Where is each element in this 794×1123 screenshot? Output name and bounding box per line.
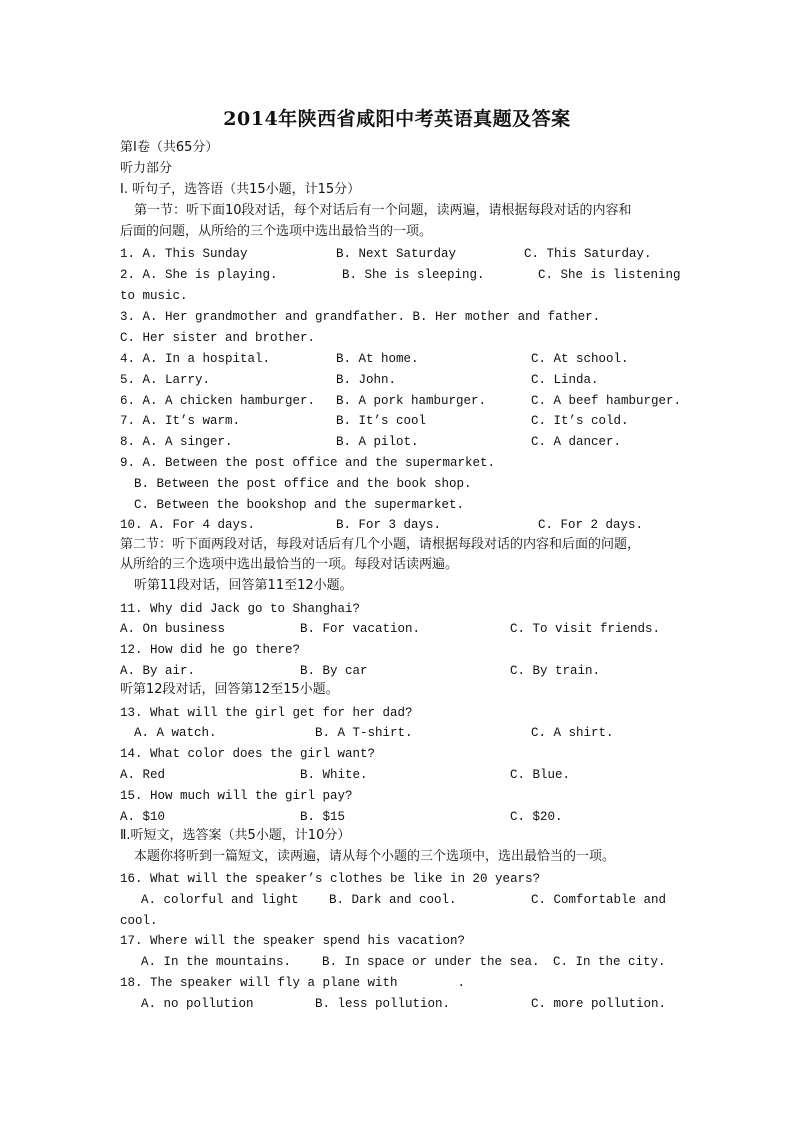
section1-intro-line2: 后面的问题，从所给的三个选项中选出最恰当的一项。: [120, 224, 433, 239]
section2-intro-line2: 从所给的三个选项中选出最恰当的一项。每段对话读两遍。: [120, 557, 459, 572]
q8-option-c: C. A dancer.: [531, 435, 622, 449]
q14-option-b: B. White.: [300, 768, 368, 782]
q10-option-c: C. For 2 days.: [538, 518, 644, 532]
q7-option-a: 7. A. It’s warm.: [120, 414, 241, 428]
q13-option-a: A. A watch.: [134, 726, 217, 740]
q10-option-b: B. For 3 days.: [336, 518, 442, 532]
q1-option-a: 1. A. This Sunday: [120, 247, 248, 261]
q18-question-end: .: [457, 976, 466, 990]
q2-option-b: B. She is sleeping.: [342, 268, 485, 282]
q12-option-c: C. By train.: [510, 664, 601, 678]
q3-option-c: C. Her sister and brother.: [120, 331, 316, 345]
dialog12-intro: 听第12段对话，回答第12至15小题。: [120, 682, 339, 697]
q9-option-b: B. Between the post office and the book shop.: [134, 477, 472, 491]
q8-option-a: 8. A. A singer.: [120, 435, 233, 449]
page-title: 2014年陕西省咸阳中考英语真题及答案: [223, 108, 571, 130]
q17-option-c: C. In the city.: [553, 955, 666, 969]
section1-intro-line1: 第一节：听下面10段对话，每个对话后有一个问题，读两遍，请根据每段对话的内容和: [134, 203, 632, 218]
q4-option-b: B. At home.: [336, 352, 419, 366]
q5-option-b: B. John.: [336, 373, 397, 387]
q16-option-a: A. colorful and light: [141, 893, 299, 907]
q2-option-c-continued: to music.: [120, 289, 188, 303]
q14-option-c: C. Blue.: [510, 768, 571, 782]
q10-option-a: 10. A. For 4 days.: [120, 518, 256, 532]
q1-option-c: C. This Saturday.: [524, 247, 652, 261]
q8-option-b: B. A pilot.: [336, 435, 419, 449]
q5-option-c: C. Linda.: [531, 373, 599, 387]
q16-option-c: C. Comfortable and: [531, 893, 667, 907]
listening-heading: 听力部分: [120, 161, 173, 176]
q12-question: 12. How did he go there?: [120, 643, 301, 657]
q7-option-b: B. It’s cool: [336, 414, 427, 428]
q14-option-a: A. Red: [120, 768, 166, 782]
section2-intro-line1: 第二节：听下面两段对话，每段对话后有几个小题，请根据每段对话的内容和后面的问题，: [120, 537, 641, 552]
q2-option-a: 2. A. She is playing.: [120, 268, 278, 282]
q15-option-b: B. $15: [300, 810, 346, 824]
q17-question: 17. Where will the speaker spend his vacation?: [120, 934, 466, 948]
q4-option-c: C. At school.: [531, 352, 629, 366]
q17-option-a: A. In the mountains.: [141, 955, 292, 969]
q7-option-c: C. It’s cold.: [531, 414, 629, 428]
q5-option-a: 5. A. Larry.: [120, 373, 211, 387]
q12-option-b: B. By car: [300, 664, 368, 678]
q6-option-b: B. A pork hamburger.: [336, 394, 487, 408]
q6-option-a: 6. A. A chicken hamburger.: [120, 394, 316, 408]
q18-option-b: B. less pollution.: [315, 997, 451, 1011]
q18-option-c: C. more pollution.: [531, 997, 667, 1011]
q13-question: 13. What will the girl get for her dad?: [120, 706, 413, 720]
q16-question: 16. What will the speaker’s clothes be like in 20 years?: [120, 872, 541, 886]
q4-option-a: 4. A. In a hospital.: [120, 352, 271, 366]
section3-intro: 本题你将听到一篇短文，读两遍，请从每个小题的三个选项中，选出最恰当的一项。: [134, 849, 616, 864]
section1-title: Ⅰ. 听句子，选答语（共15小题，计15分）: [120, 182, 361, 197]
q16-option-c-continued: cool.: [120, 914, 158, 928]
q13-option-b: B. A T-shirt.: [315, 726, 413, 740]
q13-option-c: C. A shirt.: [531, 726, 614, 740]
q18-question-text: 18. The speaker will fly a plane with: [120, 976, 398, 990]
q17-option-b: B. In space or under the sea.: [322, 955, 540, 969]
q9-option-c: C. Between the bookshop and the supermarket.: [134, 498, 465, 512]
section3-title: Ⅱ.听短文，选答案（共5小题，计10分）: [120, 828, 351, 843]
q11-question: 11. Why did Jack go to Shanghai?: [120, 602, 361, 616]
q2-option-c: C. She is listening: [538, 268, 681, 282]
dialog11-intro: 听第11段对话，回答第11至12小题。: [134, 578, 353, 593]
q16-option-b: B. Dark and cool.: [329, 893, 457, 907]
q18-option-a: A. no pollution: [141, 997, 254, 1011]
q9-option-a: 9. A. Between the post office and the supermarket.: [120, 456, 496, 470]
q11-option-c: C. To visit friends.: [510, 622, 661, 636]
q18-question: [120, 975, 465, 991]
q15-option-c: C. $20.: [510, 810, 563, 824]
q12-option-a: A. By air.: [120, 664, 196, 678]
part1-heading: 第Ⅰ卷（共65分）: [120, 140, 219, 155]
q6-option-c: C. A beef hamburger.: [531, 394, 682, 408]
q14-question: 14. What color does the girl want?: [120, 747, 376, 761]
q3-options-ab: 3. A. Her grandmother and grandfather. B. Her mother and father.: [120, 310, 601, 324]
q11-option-b: B. For vacation.: [300, 622, 421, 636]
q15-question: 15. How much will the girl pay?: [120, 789, 353, 803]
q15-option-a: A. $10: [120, 810, 166, 824]
q11-option-a: A. On business: [120, 622, 226, 636]
q1-option-b: B. Next Saturday: [336, 247, 457, 261]
